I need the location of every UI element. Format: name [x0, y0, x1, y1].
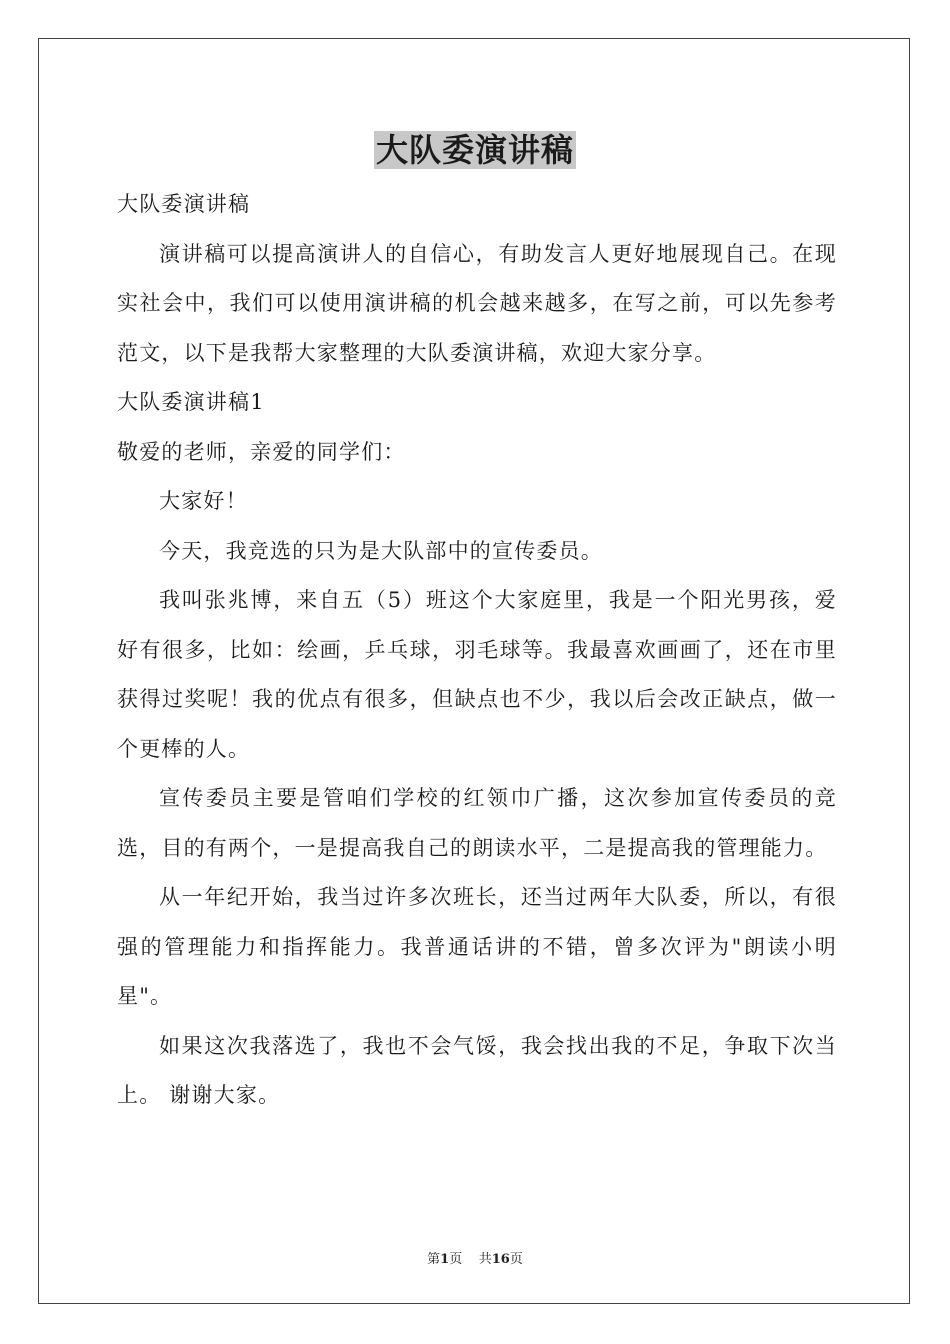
paragraph: 演讲稿可以提高演讲人的自信心，有助发言人更好地展现自己。在现实社会中，我们可以使用演讲稿的机会越来越多，在写之前，可以先参考范文，以下是我帮大家整理的大队委演讲稿，欢迎大家分享。: [117, 241, 837, 365]
footer-total-pages: 16: [491, 1252, 510, 1267]
paragraph: 我叫张兆博，来自五（5）班这个大家庭里，我是一个阳光男孩，爱好有很多，比如：绘画，乒乓球，羽毛球等。我最喜欢画画了，还在市里获得过奖呢！我的优点有很多，但缺点也不少，我以后会改正缺点，做一个更棒的人。: [117, 588, 837, 761]
paragraph: 宣传委员主要是管咱们学校的红领巾广播，这次参加宣传委员的竞选，目的有两个，一是提高我自己的朗读水平，二是提高我的管理能力。: [117, 786, 837, 860]
paragraph: 如果这次我落选了，我也不会气馁，我会找出我的不足，争取下次当上。 谢谢大家。: [117, 1033, 837, 1107]
paragraph: 今天，我竞选的只为是大队部中的宣传委员。: [159, 538, 603, 563]
footer-prefix: 第: [427, 1252, 441, 1267]
footer-total-suffix: 页: [509, 1252, 523, 1267]
paragraph: 从一年纪开始，我当过许多次班长，还当过两年大队委，所以，有很强的管理能力和指挥能力。我普通话讲的不错，曾多次评为"朗读小明星"。: [117, 885, 837, 1008]
paragraph: 大队委演讲稿: [117, 192, 251, 216]
document-title: [0, 128, 950, 172]
page-footer: [0, 1248, 950, 1267]
paragraph: 大队委演讲稿1: [117, 390, 265, 414]
footer-page-suffix: 页: [449, 1252, 463, 1267]
document-body: [117, 180, 837, 1121]
paragraph: 敬爱的老师，亲爱的同学们：: [117, 439, 406, 464]
document-title-text: 大队委演讲稿: [375, 131, 574, 169]
footer-page-number: 1: [440, 1252, 450, 1267]
paragraph: 大家好！: [159, 489, 248, 513]
footer-total-prefix: 共: [478, 1252, 492, 1267]
